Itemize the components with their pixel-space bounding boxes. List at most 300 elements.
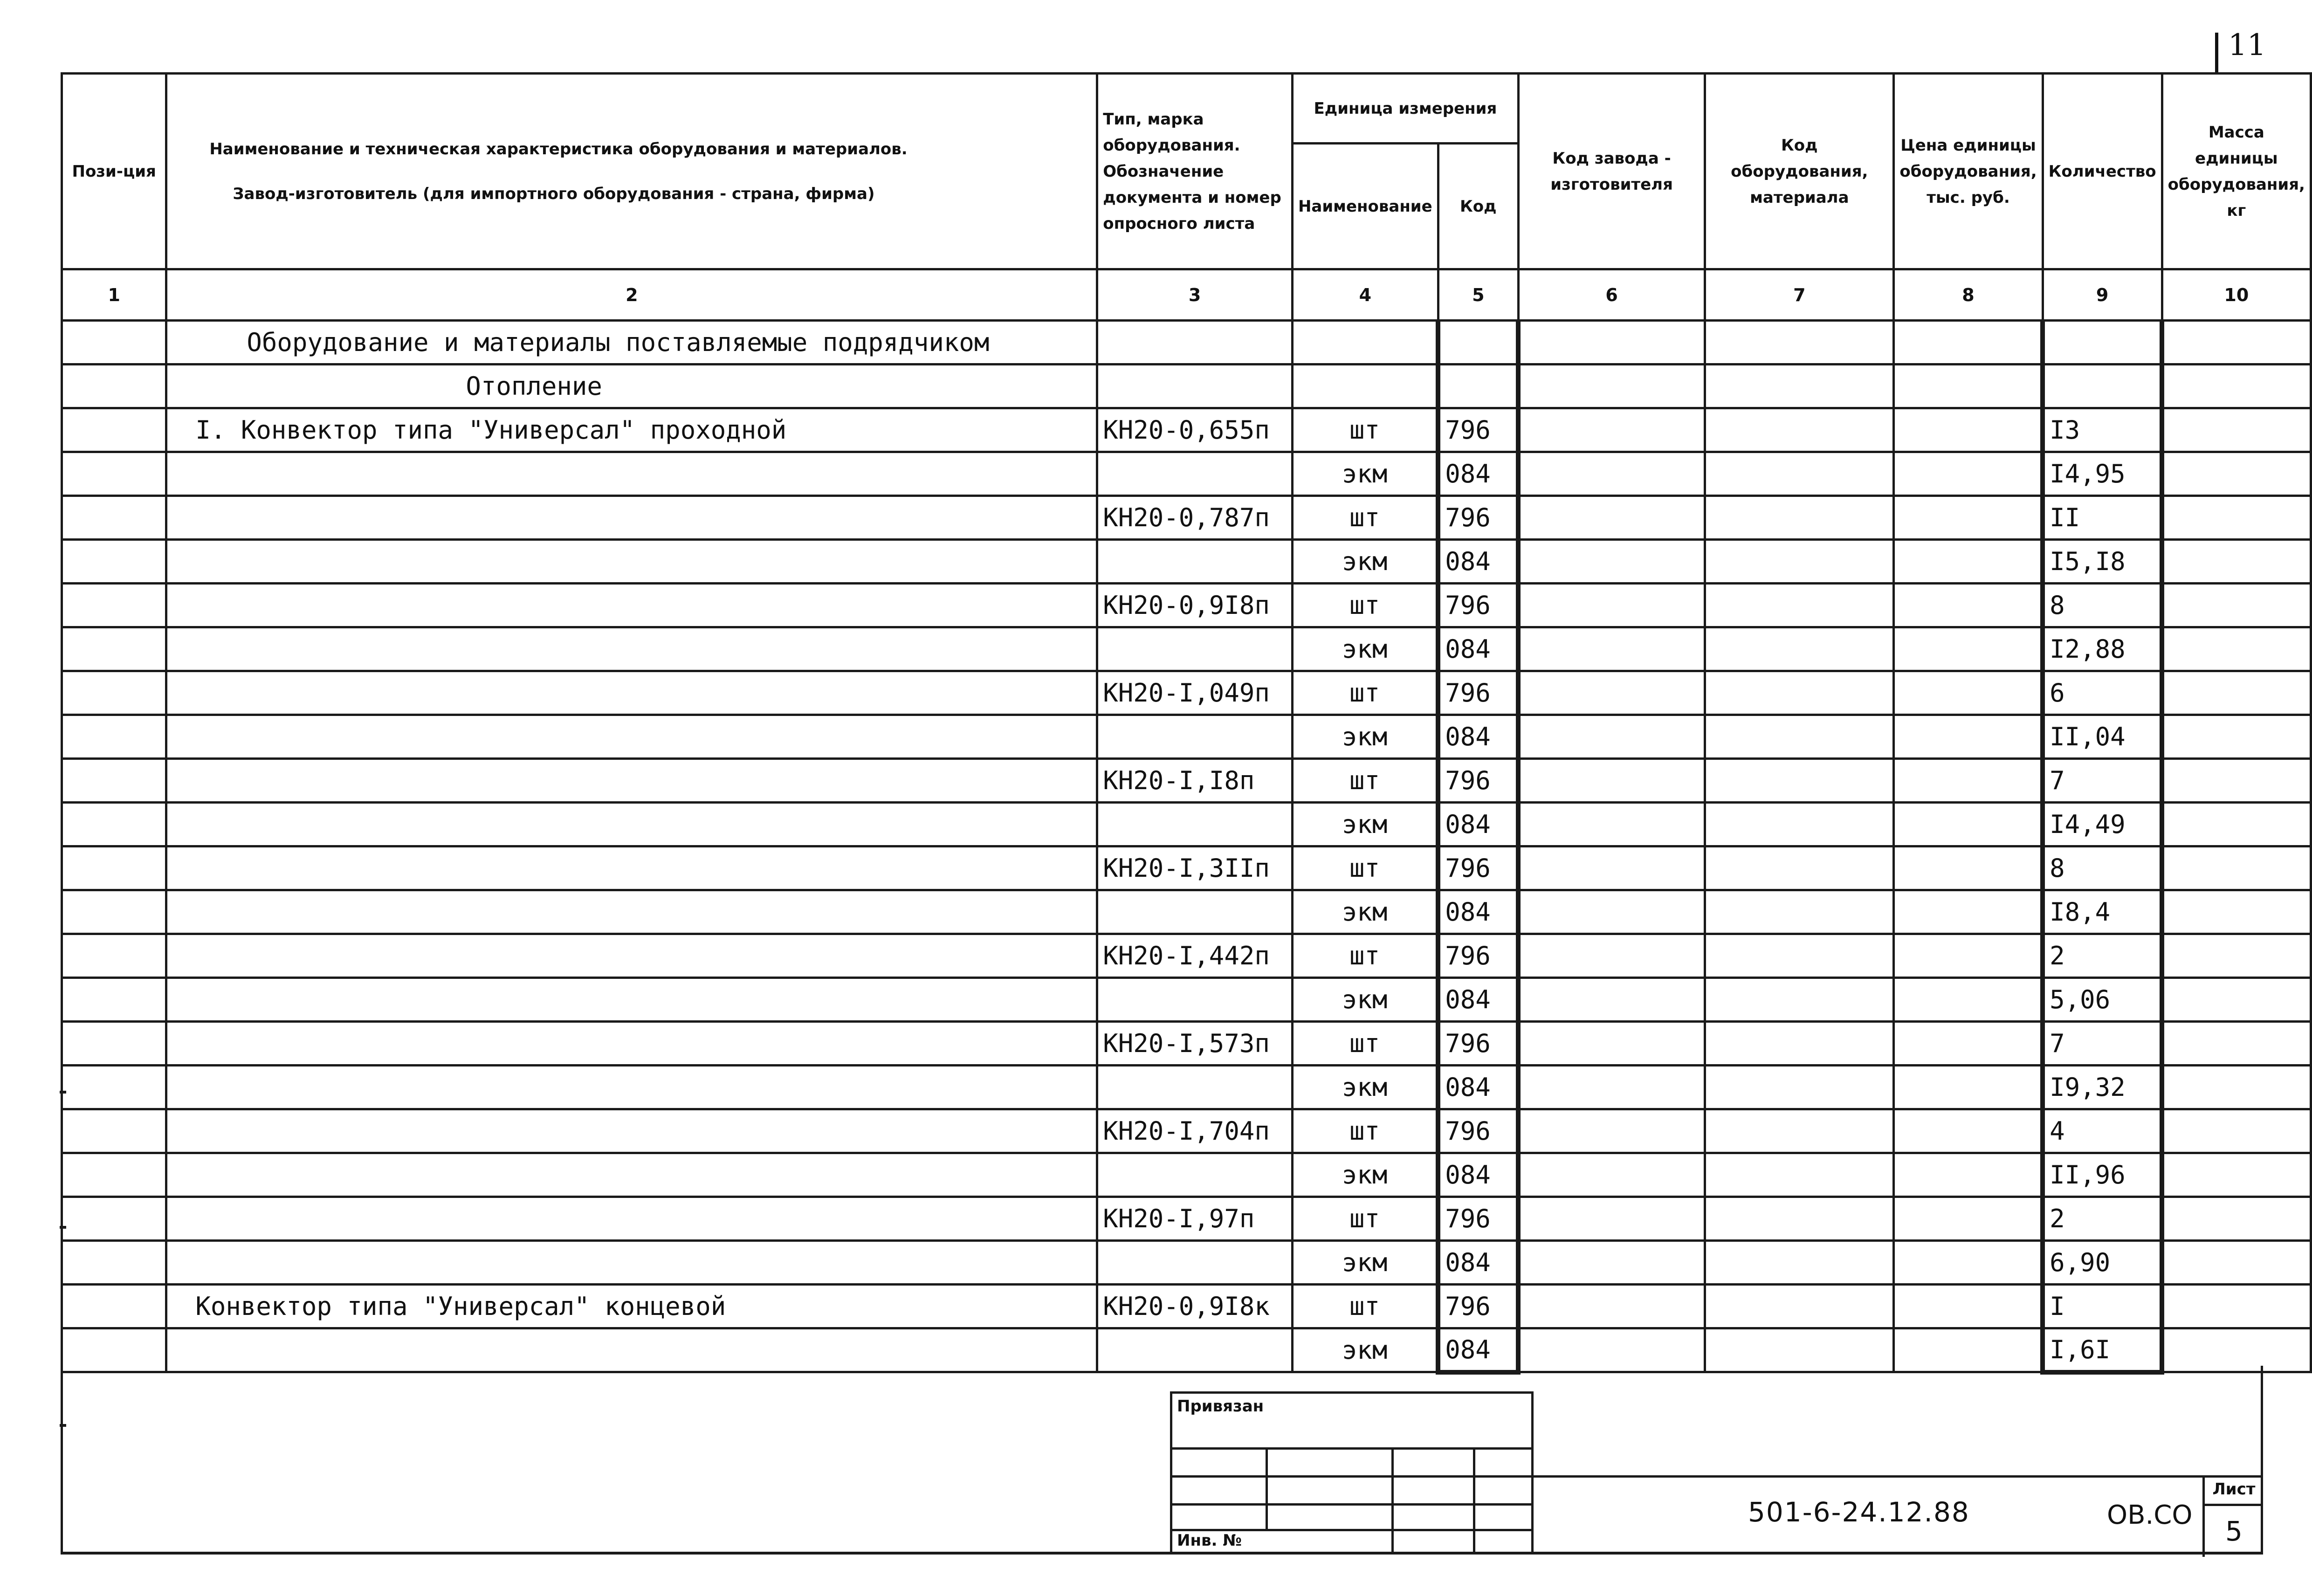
cell-equipment-code	[1705, 496, 1894, 540]
table-row	[62, 1241, 2311, 1285]
cell-quantity: I4,49	[2043, 803, 2162, 846]
cell-type: КН20-I,3IIп	[1097, 846, 1293, 890]
cell-type: КН20-0,655п	[1097, 408, 1293, 452]
cell-code: 796	[1438, 934, 1518, 978]
cell-factory-code	[1518, 1241, 1705, 1285]
cell-name	[166, 627, 1097, 671]
cell-unit: шт	[1292, 1285, 1438, 1328]
table-row	[62, 408, 2311, 452]
cell-code: 796	[1438, 759, 1518, 803]
cell-unit: шт	[1292, 584, 1438, 627]
cell-position	[62, 1241, 166, 1285]
cell-quantity: 7	[2043, 1022, 2162, 1066]
cell-name	[166, 1197, 1097, 1241]
cell-type	[1097, 1153, 1293, 1197]
cell-position	[62, 1197, 166, 1241]
table-row	[62, 1285, 2311, 1328]
stamp-line	[1170, 1475, 1534, 1478]
cell-quantity: I2,88	[2043, 627, 2162, 671]
cell-equipment-code	[1705, 1109, 1894, 1153]
cell-equipment-code	[1705, 715, 1894, 759]
table-row	[62, 321, 2311, 365]
cell-factory-code	[1518, 1022, 1705, 1066]
cell-mass	[2162, 890, 2311, 934]
cell-mass	[2162, 321, 2311, 365]
cell-quantity: I4,95	[2043, 452, 2162, 496]
cell-name	[166, 1153, 1097, 1197]
header-unit-price: Цена единицы оборудования, тыс. руб.	[1894, 74, 2043, 269]
cell-quantity: I	[2043, 1285, 2162, 1328]
cell-quantity: I,6I	[2043, 1328, 2162, 1372]
cell-name	[166, 846, 1097, 890]
column-number: 10	[2162, 269, 2311, 321]
cell-equipment-code	[1705, 1153, 1894, 1197]
cell-price	[1894, 759, 2043, 803]
cell-unit: шт	[1292, 1197, 1438, 1241]
cell-position	[62, 1153, 166, 1197]
cell-code: 084	[1438, 890, 1518, 934]
table-row	[62, 540, 2311, 584]
cell-equipment-code	[1705, 452, 1894, 496]
cell-type	[1097, 627, 1293, 671]
cell-factory-code	[1518, 671, 1705, 715]
table-row	[62, 934, 2311, 978]
cell-type: КН20-0,787п	[1097, 496, 1293, 540]
cell-equipment-code	[1705, 890, 1894, 934]
cell-code: 084	[1438, 715, 1518, 759]
cell-equipment-code	[1705, 846, 1894, 890]
cell-factory-code	[1518, 715, 1705, 759]
cell-name	[166, 496, 1097, 540]
stamp-line	[1266, 1447, 1268, 1529]
cell-type: КН20-I,049п	[1097, 671, 1293, 715]
cell-position	[62, 1022, 166, 1066]
cell-unit: экм	[1292, 978, 1438, 1022]
cell-price	[1894, 321, 2043, 365]
cell-name	[166, 1022, 1097, 1066]
cell-quantity: I5,I8	[2043, 540, 2162, 584]
document-code: 501-6-24.12.88	[1748, 1496, 1970, 1528]
cell-code	[1438, 365, 1518, 408]
cell-code: 796	[1438, 584, 1518, 627]
cell-type	[1097, 1066, 1293, 1109]
cell-mass	[2162, 365, 2311, 408]
table-row	[62, 978, 2311, 1022]
cell-factory-code	[1518, 1066, 1705, 1109]
cell-price	[1894, 1285, 2043, 1328]
cell-equipment-code	[1705, 1066, 1894, 1109]
header-name	[166, 74, 1097, 269]
header-unit-group: Единица измерения	[1292, 74, 1518, 144]
cell-name: I. Конвектор типа "Универсал" проходной	[166, 408, 1097, 452]
header-row-1	[62, 74, 2311, 144]
cell-mass	[2162, 1197, 2311, 1241]
cell-type: КН20-I,97п	[1097, 1197, 1293, 1241]
table-row	[62, 365, 2311, 408]
table-row	[62, 496, 2311, 540]
cell-quantity: II	[2043, 496, 2162, 540]
cell-quantity: 6	[2043, 671, 2162, 715]
cell-quantity: 5,06	[2043, 978, 2162, 1022]
table-row	[62, 452, 2311, 496]
cell-unit: экм	[1292, 1328, 1438, 1372]
stamp-line	[1170, 1447, 1534, 1450]
cell-position	[62, 540, 166, 584]
stamp-line	[1391, 1447, 1394, 1555]
cell-name	[166, 1109, 1097, 1153]
cell-type	[1097, 365, 1293, 408]
cell-price	[1894, 715, 2043, 759]
cell-code: 796	[1438, 1285, 1518, 1328]
cell-equipment-code	[1705, 934, 1894, 978]
cell-code: 796	[1438, 1109, 1518, 1153]
cell-code: 084	[1438, 803, 1518, 846]
cell-name	[166, 934, 1097, 978]
corner-mark-line	[2215, 33, 2218, 75]
cell-equipment-code	[1705, 540, 1894, 584]
cell-code: 084	[1438, 1241, 1518, 1285]
cell-unit: экм	[1292, 1241, 1438, 1285]
table-row	[62, 715, 2311, 759]
cell-mass	[2162, 408, 2311, 452]
stamp-inventory-label: Инв. №	[1177, 1531, 1242, 1550]
cell-type	[1097, 1241, 1293, 1285]
header-type: Тип, марка оборудования. Обозначение документа и номер опросного листа	[1097, 74, 1293, 269]
cell-price	[1894, 584, 2043, 627]
cell-unit: экм	[1292, 715, 1438, 759]
column-number: 5	[1438, 269, 1518, 321]
cell-code: 796	[1438, 1197, 1518, 1241]
cell-factory-code	[1518, 627, 1705, 671]
cell-unit: шт	[1292, 759, 1438, 803]
cell-position	[62, 408, 166, 452]
cell-unit: экм	[1292, 1066, 1438, 1109]
cell-unit: экм	[1292, 452, 1438, 496]
cell-position	[62, 803, 166, 846]
column-number-row	[62, 269, 2311, 321]
cell-name	[166, 1241, 1097, 1285]
cell-mass	[2162, 1153, 2311, 1197]
cell-name	[166, 803, 1097, 846]
cell-quantity: I9,32	[2043, 1066, 2162, 1109]
cell-code: 796	[1438, 496, 1518, 540]
cell-code: 796	[1438, 846, 1518, 890]
column-number: 1	[62, 269, 166, 321]
cell-code: 084	[1438, 627, 1518, 671]
cell-factory-code	[1518, 584, 1705, 627]
cell-factory-code	[1518, 1197, 1705, 1241]
cell-mass	[2162, 671, 2311, 715]
cell-factory-code	[1518, 321, 1705, 365]
cell-quantity: I8,4	[2043, 890, 2162, 934]
cell-equipment-code	[1705, 759, 1894, 803]
cell-factory-code	[1518, 365, 1705, 408]
stamp-linked-label: Привязан	[1177, 1397, 1264, 1416]
cell-name	[166, 759, 1097, 803]
cell-name	[166, 715, 1097, 759]
cell-type: КН20-I,573п	[1097, 1022, 1293, 1066]
cell-factory-code	[1518, 759, 1705, 803]
cell-mass	[2162, 627, 2311, 671]
cell-mass	[2162, 1022, 2311, 1066]
cell-quantity: 2	[2043, 1197, 2162, 1241]
cell-mass	[2162, 1241, 2311, 1285]
cell-equipment-code	[1705, 627, 1894, 671]
cell-mass	[2162, 803, 2311, 846]
cell-equipment-code	[1705, 408, 1894, 452]
cell-factory-code	[1518, 1285, 1705, 1328]
cell-type: КН20-I,704п	[1097, 1109, 1293, 1153]
margin-tick	[60, 1091, 66, 1094]
cell-code: 084	[1438, 540, 1518, 584]
cell-equipment-code	[1705, 365, 1894, 408]
cell-price	[1894, 934, 2043, 978]
cell-code: 084	[1438, 1153, 1518, 1197]
cell-factory-code	[1518, 408, 1705, 452]
cell-price	[1894, 890, 2043, 934]
cell-position	[62, 890, 166, 934]
cell-unit: шт	[1292, 1022, 1438, 1066]
cell-price	[1894, 1109, 2043, 1153]
cell-price	[1894, 452, 2043, 496]
cell-equipment-code	[1705, 1197, 1894, 1241]
cell-name	[166, 671, 1097, 715]
cell-quantity: 8	[2043, 846, 2162, 890]
cell-type	[1097, 715, 1293, 759]
cell-factory-code	[1518, 846, 1705, 890]
cell-unit: экм	[1292, 540, 1438, 584]
header-equipment-code: Код оборудования, материала	[1705, 74, 1894, 269]
table-row	[62, 759, 2311, 803]
cell-equipment-code	[1705, 1022, 1894, 1066]
cell-factory-code	[1518, 890, 1705, 934]
sheet-label: Лист	[2205, 1475, 2263, 1506]
margin-tick	[60, 1424, 66, 1427]
column-number: 3	[1097, 269, 1293, 321]
cell-code: 084	[1438, 1328, 1518, 1372]
table-row	[62, 1066, 2311, 1109]
cell-equipment-code	[1705, 321, 1894, 365]
cell-price	[1894, 978, 2043, 1022]
cell-type	[1097, 890, 1293, 934]
cell-type	[1097, 978, 1293, 1022]
cell-quantity: 7	[2043, 759, 2162, 803]
cell-name: Отопление	[166, 365, 1097, 408]
table-row	[62, 1153, 2311, 1197]
cell-code: 796	[1438, 1022, 1518, 1066]
column-number: 4	[1292, 269, 1438, 321]
cell-unit: экм	[1292, 1153, 1438, 1197]
cell-price	[1894, 627, 2043, 671]
cell-name: Конвектор типа "Универсал" концевой	[166, 1285, 1097, 1328]
sheet-box	[2202, 1475, 2263, 1557]
cell-position	[62, 934, 166, 978]
cell-position	[62, 365, 166, 408]
cell-unit: экм	[1292, 627, 1438, 671]
table-row	[62, 1022, 2311, 1066]
cell-quantity: 8	[2043, 584, 2162, 627]
cell-unit: экм	[1292, 890, 1438, 934]
cell-type: КН20-0,9I8п	[1097, 584, 1293, 627]
cell-mass	[2162, 978, 2311, 1022]
cell-type: КН20-I,442п	[1097, 934, 1293, 978]
header-name-line1: Наименование и техническая характеристика оборудования и материалов.	[209, 139, 908, 158]
table-row	[62, 584, 2311, 627]
column-number: 7	[1705, 269, 1894, 321]
cell-quantity: II,96	[2043, 1153, 2162, 1197]
cell-type	[1097, 540, 1293, 584]
cell-unit	[1292, 365, 1438, 408]
cell-name	[166, 540, 1097, 584]
cell-factory-code	[1518, 496, 1705, 540]
cell-position	[62, 584, 166, 627]
table-row	[62, 627, 2311, 671]
table-row	[62, 1109, 2311, 1153]
cell-price	[1894, 671, 2043, 715]
cell-equipment-code	[1705, 803, 1894, 846]
column-number: 2	[166, 269, 1097, 321]
cell-code: 084	[1438, 978, 1518, 1022]
specification-table	[61, 72, 2312, 1375]
column-number: 8	[1894, 269, 2043, 321]
cell-name	[166, 452, 1097, 496]
cell-quantity	[2043, 365, 2162, 408]
header-factory-code: Код завода - изготовителя	[1518, 74, 1705, 269]
cell-quantity: I3	[2043, 408, 2162, 452]
header-mass: Масса единицы оборудования, кг	[2162, 74, 2311, 269]
cell-mass	[2162, 1109, 2311, 1153]
cell-type	[1097, 803, 1293, 846]
cell-mass	[2162, 1285, 2311, 1328]
cell-position	[62, 627, 166, 671]
stamp-line	[1170, 1503, 1534, 1506]
cell-mass	[2162, 846, 2311, 890]
cell-unit: шт	[1292, 846, 1438, 890]
document-suffix: ОВ.СО	[2107, 1500, 2193, 1530]
cell-factory-code	[1518, 1153, 1705, 1197]
column-number: 9	[2043, 269, 2162, 321]
cell-name	[166, 978, 1097, 1022]
cell-factory-code	[1518, 934, 1705, 978]
cell-position	[62, 1066, 166, 1109]
cell-position	[62, 1109, 166, 1153]
title-block	[1534, 1475, 2263, 1555]
cell-unit: шт	[1292, 1109, 1438, 1153]
cell-code: 084	[1438, 1066, 1518, 1109]
cell-price	[1894, 1197, 2043, 1241]
cell-type	[1097, 321, 1293, 365]
cell-type: КН20-0,9I8к	[1097, 1285, 1293, 1328]
margin-tick	[60, 1226, 66, 1229]
cell-equipment-code	[1705, 1285, 1894, 1328]
cell-name	[166, 1066, 1097, 1109]
cell-price	[1894, 540, 2043, 584]
cell-price	[1894, 846, 2043, 890]
cell-type	[1097, 452, 1293, 496]
table-row	[62, 803, 2311, 846]
corner-mark: 11	[2228, 28, 2266, 62]
cell-price	[1894, 1022, 2043, 1066]
cell-price	[1894, 1241, 2043, 1285]
cell-quantity: 4	[2043, 1109, 2162, 1153]
cell-type: КН20-I,I8п	[1097, 759, 1293, 803]
cell-quantity: II,04	[2043, 715, 2162, 759]
column-number: 6	[1518, 269, 1705, 321]
cell-position	[62, 496, 166, 540]
header-unit-name: Наименование	[1292, 144, 1438, 269]
cell-unit: шт	[1292, 671, 1438, 715]
cell-unit: шт	[1292, 496, 1438, 540]
cell-factory-code	[1518, 452, 1705, 496]
cell-position	[62, 715, 166, 759]
cell-position	[62, 1285, 166, 1328]
header-quantity: Количество	[2043, 74, 2162, 269]
cell-equipment-code	[1705, 584, 1894, 627]
cell-code: 084	[1438, 452, 1518, 496]
cell-quantity	[2043, 321, 2162, 365]
table-row	[62, 1197, 2311, 1241]
table-row	[62, 671, 2311, 715]
cell-mass	[2162, 584, 2311, 627]
cell-mass	[2162, 759, 2311, 803]
cell-price	[1894, 496, 2043, 540]
cell-price	[1894, 1066, 2043, 1109]
cell-equipment-code	[1705, 978, 1894, 1022]
stamp-line	[1473, 1447, 1475, 1555]
cell-code: 796	[1438, 671, 1518, 715]
header-position: Пози-ция	[62, 74, 166, 269]
cell-mass	[2162, 452, 2311, 496]
cell-name	[166, 584, 1097, 627]
cell-name	[166, 890, 1097, 934]
cell-factory-code	[1518, 1109, 1705, 1153]
cell-position	[62, 321, 166, 365]
cell-mass	[2162, 1066, 2311, 1109]
cell-mass	[2162, 715, 2311, 759]
cell-unit: экм	[1292, 803, 1438, 846]
cell-position	[62, 671, 166, 715]
table-row	[62, 846, 2311, 890]
cell-mass	[2162, 934, 2311, 978]
cell-mass	[2162, 496, 2311, 540]
cell-factory-code	[1518, 978, 1705, 1022]
cell-price	[1894, 408, 2043, 452]
cell-position	[62, 452, 166, 496]
cell-unit	[1292, 321, 1438, 365]
cell-price	[1894, 803, 2043, 846]
table-row	[62, 890, 2311, 934]
cell-factory-code	[1518, 540, 1705, 584]
cell-position	[62, 759, 166, 803]
cell-equipment-code	[1705, 1241, 1894, 1285]
approval-stamp	[1170, 1391, 1534, 1555]
cell-price	[1894, 1153, 2043, 1197]
cell-price	[1894, 365, 2043, 408]
cell-code	[1438, 321, 1518, 365]
cell-position	[62, 846, 166, 890]
header-unit-code: Код	[1438, 144, 1518, 269]
cell-mass	[2162, 540, 2311, 584]
cell-quantity: 2	[2043, 934, 2162, 978]
cell-code: 796	[1438, 408, 1518, 452]
cell-unit: шт	[1292, 934, 1438, 978]
cell-position	[62, 978, 166, 1022]
cell-equipment-code	[1705, 671, 1894, 715]
cell-factory-code	[1518, 803, 1705, 846]
cell-quantity: 6,90	[2043, 1241, 2162, 1285]
header-name-line2: Завод-изготовитель (для импортного оборудования - страна, фирма)	[233, 184, 875, 203]
cell-name: Оборудование и материалы поставляемые подрядчиком	[166, 321, 1097, 365]
